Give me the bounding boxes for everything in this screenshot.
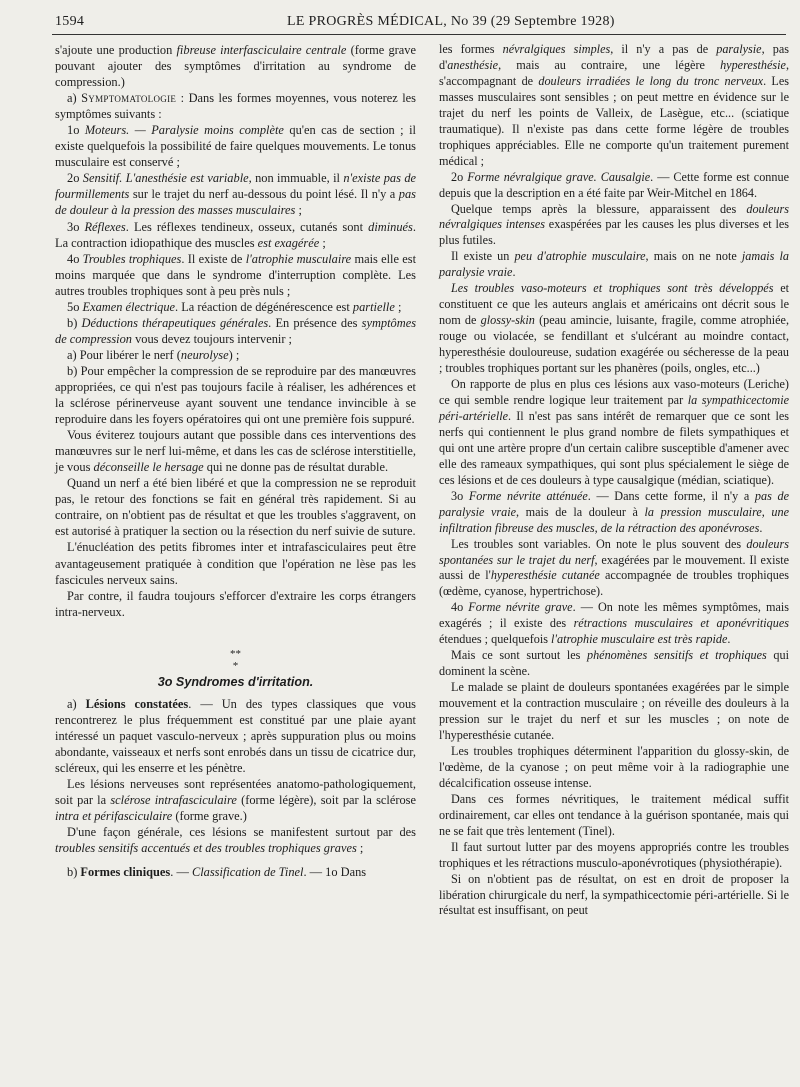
running-head: [55, 14, 772, 34]
header-rule: [52, 34, 786, 35]
paragraph: les formes névralgiques simples, il n'y a pas de paralysie, pas d'anesthésie, mais au contraire, une légère hyperesthésie, s'accompagnant de douleurs irradiées le long du tronc nerveux. Les masses musculaires sont sensibles ; on peut mettre en évidence sur le trajet du nerf les points de Valleix, de Lasègue, etc... (sciatique traumatique). Il n'existe pas dans cette forme légère de troubles trophiques appréciables. Elle ne comporte qu'un traitement purement médical ;: [439, 42, 789, 168]
right-column: [439, 42, 789, 919]
paragraph: b) Formes cliniques. — Classification de Tinel. — 1o Dans: [67, 865, 367, 880]
paragraph: Dans ces formes névritiques, le traitement médical suffit ordinairement, car elles ont tendance à la guérison spontanée, mais qui ne se fait que très lentement (Tinel).: [439, 791, 789, 838]
paragraph: a) Pour libérer le nerf (neurolyse) ;: [67, 347, 240, 362]
section-title: 3o Syndromes d'irritation.: [157, 674, 314, 689]
paragraph: s'ajoute une production fibreuse interfasciculaire centrale (forme grave pouvant ajouter des symptômes d'irritation au syndrome de compression.): [55, 43, 416, 90]
paragraph: On rapporte de plus en plus ces lésions aux vaso-moteurs (Leriche) ce qui semble rendre logique leur traitement par la sympathicectomie péri-artérielle. Il n'est pas sans intérêt de remarquer que ce sont les nerfs qui contiennent le plus grand nombre de filets sympathiques et qui ont une artère propre d'un certain calibre susceptible d'amener avec elle des rameaux sympathiques, qui sont plus spécialement le siège de ces lésions et de ces douleurs à type causalgique (médian, sciatique).: [439, 377, 790, 487]
paragraph: 1o Moteurs. — Paralysie moins complète qu'en cas de section ; il existe quelquefois la possibilité de faire quelques mouvements. Le tonus musculaire est conservé ;: [55, 123, 416, 170]
paragraph: 4o Troubles trophiques. Il existe de l'atrophie musculaire mais elle est moins marquée que dans le syndrome d'interruption complète. Les autres troubles trophiques sont à peu près nuls ;: [55, 251, 417, 298]
paragraph: Quelque temps après la blessure, apparaissent des douleurs névralgiques intenses exaspérées par les causes les plus diverses et les plus futiles.: [439, 201, 789, 248]
paragraph: Les troubles vaso-moteurs et trophiques sont très développés et constituent ce que les auteurs anglais et américains ont décrit sous le nom de glossy-skin (peau amincie, luisante, fragile, comme atrophiée, rouge ou violacée, se fendillant et s'ulcérant au moindre contact, hyperesthésie douloureuse, sudation exagérée ou sécheresse de la peau ; troubles trophiques portant sur les phanères (poils, ongles, etc...): [439, 281, 790, 376]
paragraph: D'une façon générale, ces lésions se manifestent surtout par des troubles sensitifs accentués et des troubles trophiques graves ;: [55, 825, 416, 856]
paragraph: Par contre, il faudra toujours s'efforcer d'extraire les corps étrangers intra-nerveux.: [55, 588, 416, 619]
paragraph: a) Lésions constatées. — Un des types classiques que vous rencontrerez le plus fréquemment est constitué par une plaie ayant intéressé un paquet vasculo-nerveux ; après suppuration plus ou moins abondante, vaisseaux et nerfs sont enrobés dans un tissu de cicatrice dur, scléreux, qui les enserre et les pénètre.: [55, 696, 416, 775]
paragraph: Vous éviterez toujours autant que possible dans ces interventions des manœuvres sur le nerf lui-même, et dans les cas de sclérose interstitielle, je vous déconseille le hersage qui ne donne pas de résultat durable.: [55, 428, 416, 475]
journal-title: LE PROGRÈS MÉDICAL, No 39 (29 Septembre 1928): [287, 14, 615, 29]
paragraph: Quand un nerf a été bien libéré et que la compression ne se reproduit pas, le retour des fonctions se fait en général très rapidement. Si au contraire, on n'obtient pas de résultat et que les troubles s'aggravent, on est autorisé à pratiquer la section ou la résection du nerf suivie de suture.: [55, 476, 416, 539]
paragraph: L'énucléation des petits fibromes inter et intrafasciculaires peut être avantageusement pratiquée à condition que l'opération ne lèse pas les fascicules nerveux sains.: [55, 540, 416, 587]
paragraph: a) Symptomatologie : Dans les formes moyennes, vous noterez les symptômes suivants :: [55, 91, 417, 122]
paragraph: 5o Examen électrique. La réaction de dégénérescence est partielle ;: [67, 299, 402, 314]
paragraph: Le malade se plaint de douleurs spontanées exagérées par le simple mouvement et la contraction musculaire ; on réveille des douleurs à la pression sur le trajet du nerf et sur les muscles ; on note de l'hyperesthésie cutanée.: [439, 680, 789, 742]
paragraph: Les troubles trophiques déterminent l'apparition du glossy-skin, de l'œdème, de la cyanose ; on peut même voir à la radiographie une décalcification osseuse intense.: [439, 743, 789, 790]
page-number: 1594: [55, 14, 85, 29]
left-column: [55, 42, 416, 880]
paragraph: 2o Forme névralgique grave. Causalgie. — Cette forme est connue depuis que la description en a été faite par Weir-Mitchel en 1864.: [439, 169, 790, 200]
paragraph: Si on n'obtient pas de résultat, on est en droit de proposer la libération chirurgicale du nerf, la sympathicectomie péri-artérielle. Si le résultat est insuffisant, on peut: [439, 871, 789, 918]
paragraph: Les lésions nerveuses sont représentées anatomo-pathologiquement, soit par la sclérose intrafasciculaire (forme légère), soit par la sclérose intra et périfasciculaire (forme grave.): [55, 776, 416, 824]
paragraph: 3o Réflexes. Les réflexes tendineux, osseux, cutanés sont diminués. La contraction idiopathique des muscles est exagérée ;: [55, 219, 416, 250]
paragraph: 2o Sensitif. L'anesthésie est variable, non immuable, il n'existe pas de fourmillements sur le trajet du nerf au-dessous du point lésé. Il n'y a pas de douleur à la pression des masses musculaires ;: [55, 171, 417, 218]
paragraph: Les troubles sont variables. On note le plus souvent des douleurs spontanées sur le trajet du nerf, exagérées par le mouvement. Il existe aussi de l'hyperesthésie cutanée accompagnée de troubles trophiques (œdème, cyanose, hypertrichose).: [439, 536, 789, 599]
asterism: ** *: [230, 647, 241, 672]
paragraph: b) Déductions thérapeutiques générales. En présence des symptômes de compression vous devez toujours intervenir ;: [55, 315, 417, 346]
paragraph: Il existe un peu d'atrophie musculaire, mais on ne note jamais la paralysie vraie.: [439, 249, 790, 280]
paragraph: Il faut surtout lutter par des moyens appropriés contre les troubles trophiques et les rétractions musculo-aponévrotiques (physiothérapie).: [439, 839, 789, 870]
paragraph: 3o Forme névrite atténuée. — Dans cette forme, il n'y a pas de paralysie vraie, mais de la douleur à la pression musculaire, une infiltration fibreuse des muscles, de la rétraction des aponévroses.: [439, 488, 790, 535]
paragraph: 4o Forme névrite grave. — On note les mêmes symptômes, mais exagérés ; il existe des rétractions musculaires et aponévritiques étendues ; quelquefois l'atrophie musculaire est très rapide.: [439, 600, 790, 647]
paragraph: b) Pour empêcher la compression de se reproduire par des manœuvres appropriées, ce qui n'est pas toujours facile à réaliser, les adhérences et la sclérose périnerveuse ayant souvent une tendance invincible à se reproduire dans les foyers opératoires qui ont une première fois suppuré.: [55, 363, 416, 427]
paragraph: Mais ce sont surtout les phénomènes sensitifs et trophiques qui dominent la scène.: [439, 648, 789, 679]
